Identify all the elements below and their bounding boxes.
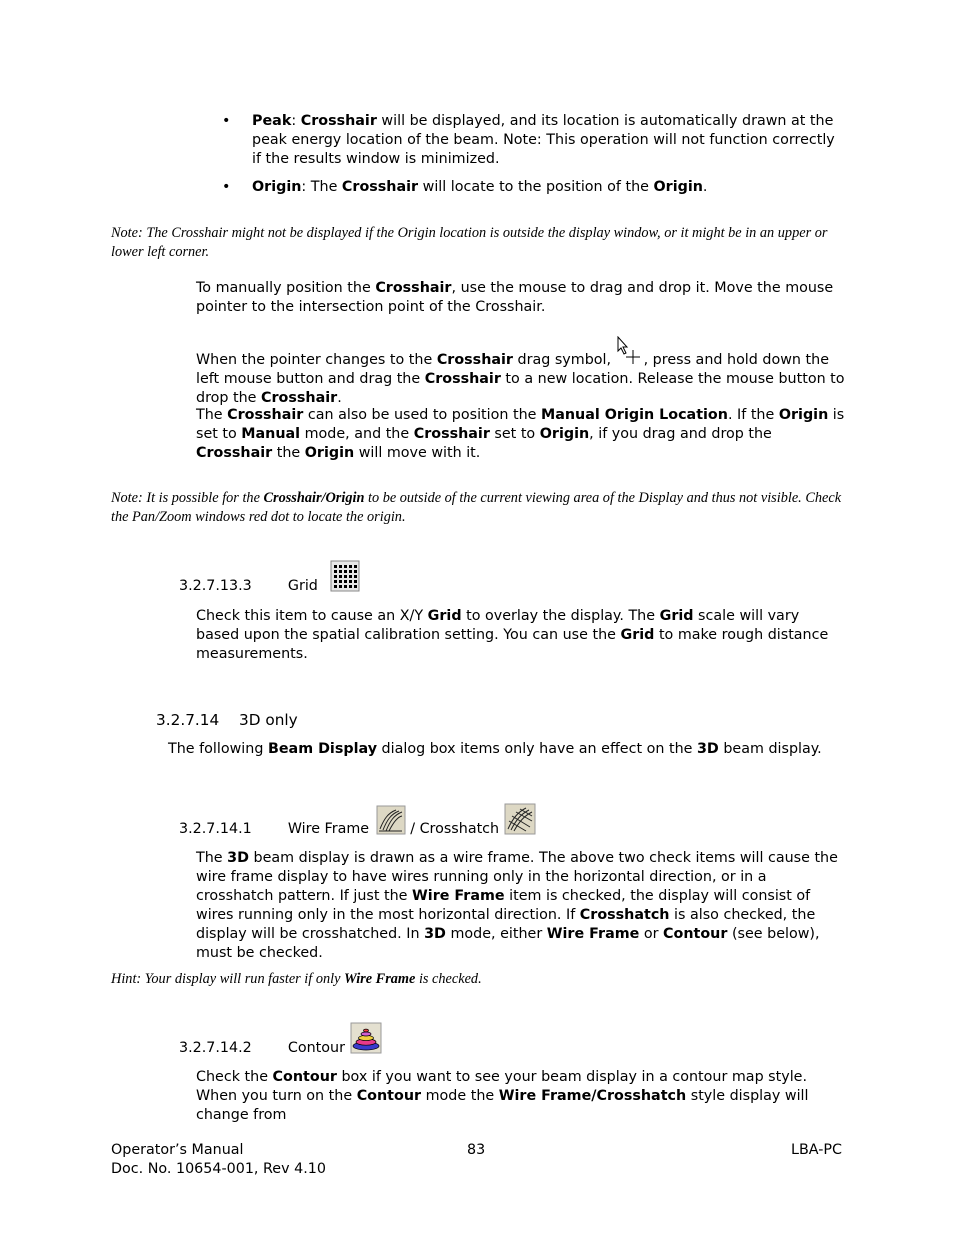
text: Check the <box>196 1069 273 1085</box>
text: is checked. <box>415 971 482 987</box>
text: box if you want to see your beam display in a contour map style. When you turn on the <box>196 1069 808 1104</box>
hint-wire-frame <box>111 970 851 989</box>
heading-contour <box>179 1024 382 1056</box>
paragraph-3d-only <box>168 740 848 759</box>
bold-text: Manual Origin Location <box>540 407 728 423</box>
text: beam display is drawn as a wire frame. The above two check items will cause the wire frame display to have wires running only in the horizontal direction, or in a crosshatch pattern. If just the <box>196 850 838 904</box>
text: dialog box items only have an effect on the <box>377 741 697 757</box>
heading-3d-only <box>156 711 298 729</box>
footer-left <box>111 1141 326 1179</box>
bullet-peak <box>222 112 847 169</box>
text: Hint: Your display will run faster if only <box>111 971 345 987</box>
bold-text: Wire Frame <box>344 971 416 987</box>
note-crosshair-origin <box>111 489 851 526</box>
text: The <box>196 407 228 423</box>
bullet-bold: Origin <box>653 179 703 195</box>
text: style display will change from <box>196 1088 809 1123</box>
heading-wire-frame <box>179 805 536 837</box>
text: Note: It is possible for the <box>111 490 264 506</box>
text: When the pointer changes to the <box>196 352 437 368</box>
text: can also be used to position the <box>303 407 541 423</box>
footer-page-number: 83 <box>467 1142 486 1158</box>
text: . <box>337 390 342 406</box>
text: beam display. <box>718 741 822 757</box>
section-title: Grid <box>287 578 318 594</box>
section-title-crosshatch: / Crosshatch <box>410 821 500 837</box>
text: to overlay the display. The <box>461 608 660 624</box>
paragraph-origin <box>196 406 846 463</box>
section-title: Contour <box>287 1040 345 1056</box>
bullet-sep: : The <box>301 179 342 195</box>
footer-doc-number: Doc. No. 10654-001, Rev 4.10 <box>111 1161 326 1177</box>
text: or <box>639 926 664 942</box>
bold-text: Crosshair <box>424 371 501 387</box>
contour-icon <box>350 1022 382 1054</box>
bullet-text: . <box>702 179 708 195</box>
bullet-text: will locate to the position of the <box>418 179 654 195</box>
text: The <box>196 850 228 866</box>
bold-text: Crosshatch <box>579 907 670 923</box>
text: is set to <box>196 407 845 442</box>
text: , use the mouse to drag and drop it. Move the mouse pointer to the intersection point of the Crosshair. <box>196 280 834 315</box>
bold-text: Wire Frame <box>546 926 640 942</box>
section-title: Wire Frame <box>287 821 370 837</box>
text: item is checked, the display will consist of wires running only in the most horizontal direction. If <box>196 888 811 923</box>
bold-text: 3D <box>227 850 249 866</box>
text: to a new location. Release the mouse button to drop the <box>196 371 845 406</box>
paragraph-contour <box>196 1068 846 1125</box>
text: , if you drag and drop the <box>589 426 772 442</box>
text: set to <box>489 426 540 442</box>
text: the <box>272 445 305 461</box>
heading-grid <box>179 562 360 594</box>
bold-text: Manual <box>241 426 301 442</box>
bullet-text: will be displayed, and its location is automatically drawn at the peak energy location of the beam. Note: This operation will not function correctly if the results window is minimized. <box>252 113 835 167</box>
paragraph-pointer <box>196 340 846 408</box>
bold-text: Contour <box>356 1088 422 1104</box>
bold-text: Crosshair <box>227 407 304 423</box>
bold-text: Origin <box>778 407 829 423</box>
bullet-term: Origin <box>252 179 302 195</box>
bullet-bold: Crosshair <box>341 179 419 195</box>
bold-text: 3D <box>424 926 446 942</box>
footer-manual-title: Operator’s Manual <box>111 1142 244 1158</box>
bullet-sep: : <box>291 113 301 129</box>
bold-text: Crosshair <box>413 426 490 442</box>
text: is also checked, the display will be crosshatched. In <box>196 907 816 942</box>
wire-frame-icon <box>376 805 406 835</box>
section-title: 3D only <box>239 711 298 729</box>
paragraph-grid <box>196 607 846 664</box>
bullet-list <box>222 112 847 206</box>
bold-text: Contour <box>663 926 728 942</box>
text: scale will vary based upon the spatial calibration setting. You can use the <box>196 608 800 643</box>
paragraph-manual-position <box>196 279 846 317</box>
bold-text: 3D <box>696 741 719 757</box>
bold-text: Crosshair <box>261 390 338 406</box>
section-number: 3.2.7.14 <box>156 711 220 729</box>
bold-text: Crosshair <box>196 445 273 461</box>
text: , press and hold down the left mouse button and drag the <box>196 352 829 387</box>
bullet-bold: Crosshair <box>300 113 377 129</box>
bold-text: Grid <box>427 608 462 624</box>
text: to be outside of the current viewing area of the Display and thus not visible. Check the Pan/Zoom windows red dot to locate the origin. <box>111 490 842 525</box>
bullet-origin <box>222 178 847 197</box>
bold-text: Crosshair <box>436 352 513 368</box>
bold-text: Origin <box>539 426 590 442</box>
bullet-dot: • <box>222 179 231 195</box>
section-number: 3.2.7.14.1 <box>179 821 252 837</box>
text: mode the <box>421 1088 499 1104</box>
note-crosshair-display: Note: The Crosshair might not be displayed if the Origin location is outside the display window, or it might be in an upper or lower left corner. <box>111 225 828 260</box>
text: to make rough distance measurements. <box>196 627 829 662</box>
text: To manually position the <box>196 280 376 296</box>
bold-text: Wire Frame/Crosshatch <box>498 1088 687 1104</box>
crosshatch-icon <box>504 803 536 835</box>
text: drag symbol, <box>512 352 616 368</box>
text: Check this item to cause an X/Y <box>196 608 428 624</box>
bold-text: Grid <box>620 627 655 643</box>
text: mode, either <box>445 926 547 942</box>
grid-icon <box>330 560 360 592</box>
section-number: 3.2.7.14.2 <box>179 1040 252 1056</box>
text: . If the <box>727 407 779 423</box>
text: (see below), must be checked. <box>196 926 820 961</box>
crosshair-drag-icon <box>616 336 644 366</box>
text: will move with it. <box>354 445 481 461</box>
bullet-term: Peak <box>252 113 292 129</box>
bold-text: Grid <box>659 608 694 624</box>
bold-text: Wire Frame <box>412 888 505 904</box>
text: mode, and the <box>300 426 414 442</box>
text: The following <box>168 741 268 757</box>
footer-product: LBA-PC <box>791 1142 843 1158</box>
section-number: 3.2.7.13.3 <box>179 578 252 594</box>
bold-text: Origin <box>304 445 355 461</box>
bold-text: Contour <box>272 1069 337 1085</box>
bold-text: Beam Display <box>267 741 378 757</box>
bold-text: Crosshair <box>375 280 452 296</box>
bullet-dot: • <box>222 113 231 129</box>
bold-text: Crosshair/Origin <box>263 490 365 506</box>
paragraph-wire-frame <box>196 849 846 963</box>
